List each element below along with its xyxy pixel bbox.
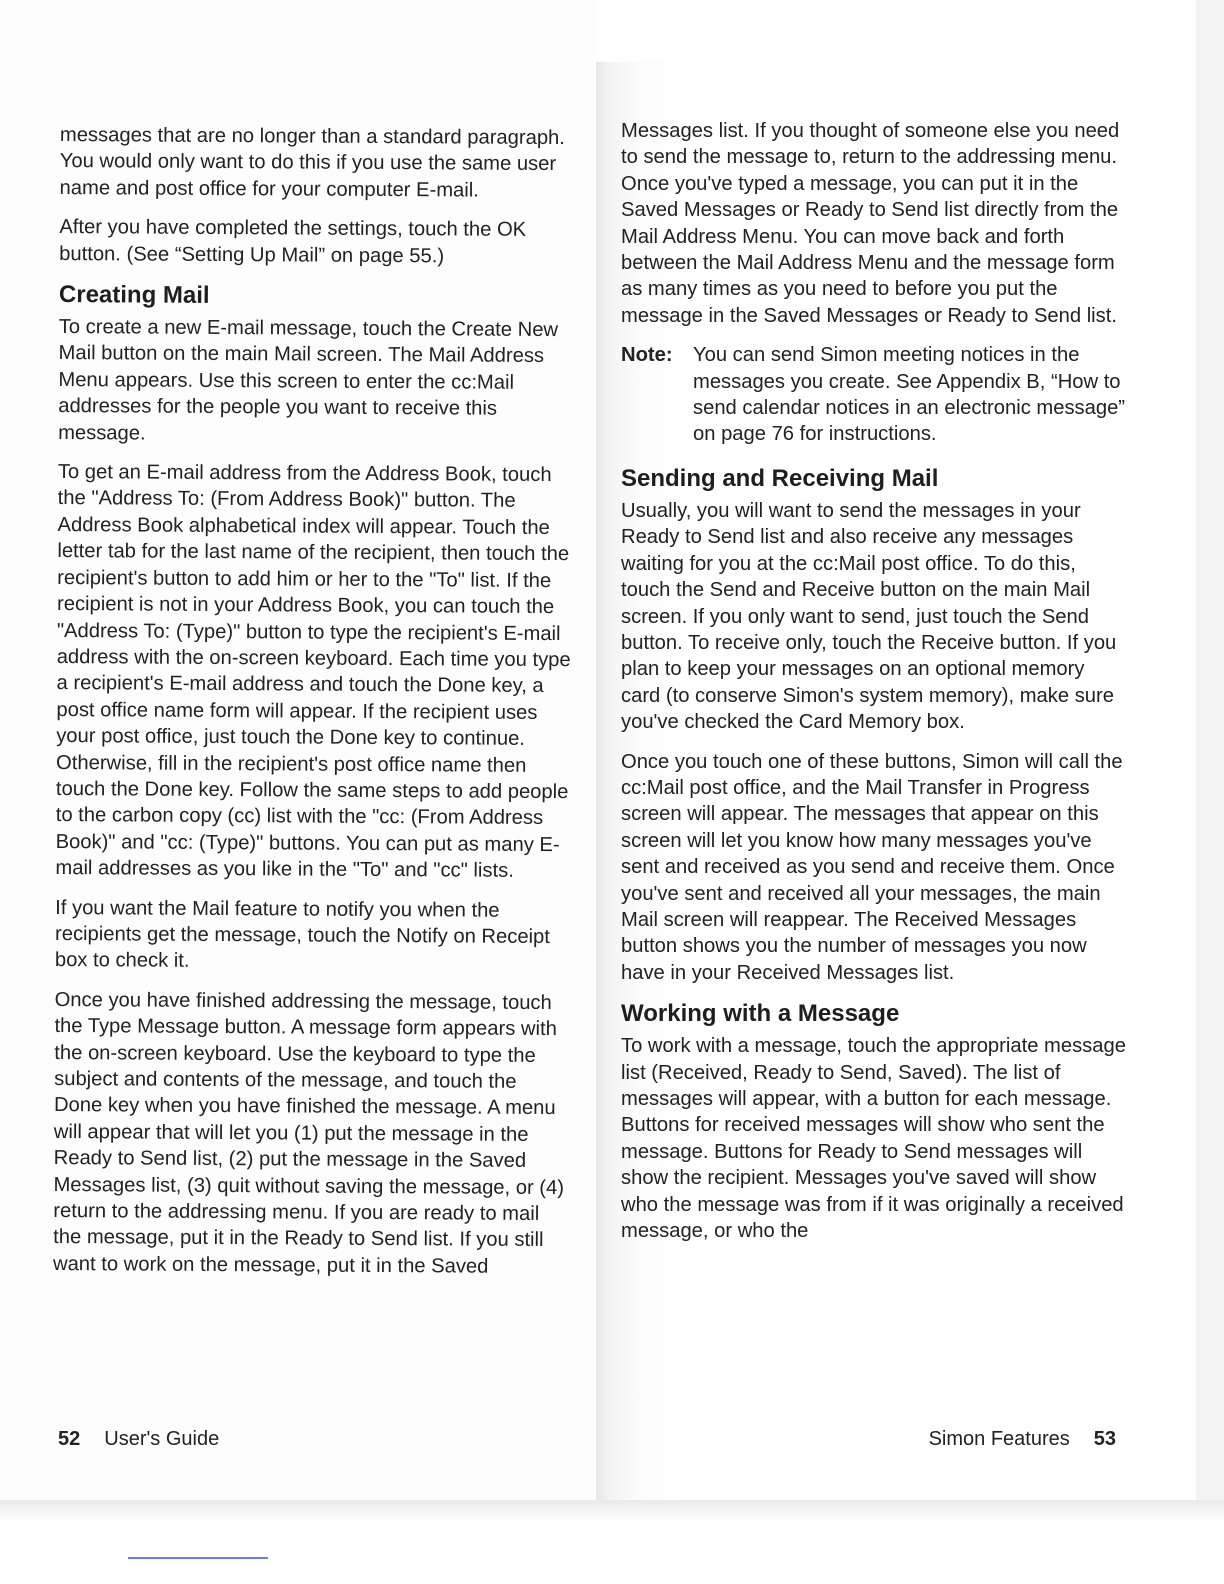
page-edge-strip [1196, 0, 1224, 1510]
note-text: You can send Simon meeting notices in the messages you create. See Appendix B, “How to send calendar notices in an electronic message” on page 76 for instructions. [693, 344, 1126, 446]
paragraph: Once you have finished addressing the message, touch the Type Message button. A message form appears with the on-screen keyboard. Use the keyboard to type the subject and contents of the message, and touch the Done key when you have finished the message. A menu will appear that will let you (1) put the message in the Ready to Send list, (2) put the message in the Saved Messages list, (3) quit without saving the message, or (4) return to the addressing menu. If you are ready to mail the message, put it in the Ready to Send list. If you still want to work on the message, put it in the Saved [52, 988, 565, 1278]
paragraph: Messages list. If you thought of someone else you need to send the message to, return to the addressing menu. Once you've typed a message, you can put it in the Saved Messages or Ready to Send list directly from the Mail Address Menu. You can move back and forth between the Mail Address Menu and the message form as many times as you need to before you put the message in the Saved Messages or Ready to Send list. [621, 120, 1120, 327]
note-block [621, 342, 1126, 448]
paragraph: If you want the Mail feature to notify you when the recipients get the message, touch the Notify on Receipt box to check it. [54, 896, 550, 973]
note-label: Note: [621, 344, 673, 367]
page-number: 53 [1093, 1428, 1116, 1450]
paragraph: messages that are no longer than a standard paragraph. You would only want to do this if you use the same user name and post office for your computer E-mail. [59, 123, 566, 202]
footer-title: User's Guide [104, 1428, 220, 1450]
left-page-column [53, 122, 575, 1293]
section-heading-sending-receiving: Sending and Receiving Mail [621, 464, 939, 492]
left-page-footer [58, 1426, 219, 1452]
right-page-column [621, 118, 1126, 1257]
paragraph: To work with a message, touch the appropriate message list (Received, Ready to Send, Saved). The list of messages will appear, with a button for each message. Buttons for received messages will show who sent the message. Buttons for Ready to Send messages will show the recipient. Messages you've saved will show who the message was from if it was originally a received message, or who the [621, 1035, 1126, 1243]
section-heading-creating-mail: Creating Mail [58, 281, 210, 309]
footer-title: Simon Features [928, 1428, 1070, 1450]
paragraph: Once you touch one of these buttons, Simon will call the cc:Mail post office, and the Mail Transfer in Progress screen will appear. The messages that appear on this screen will let you know how many messages you've sent and received as you send and receive them. Once you've sent and received all your messages, the main Mail screen will reappear. The Received Messages button shows you the number of messages you now have in your Received Messages list. [621, 750, 1123, 984]
right-page-footer [929, 1426, 1116, 1452]
scan-artifact-line [128, 1557, 268, 1559]
paragraph: Usually, you will want to send the messages in your Ready to Send list and also receive any messages waiting for you at the cc:Mail post office. To do this, touch the Send and Receive button on the main Mail screen. If you only want to send, just touch the Send button. To receive only, touch the Receive button. If you plan to keep your messages on an optional memory card (to conserve Simon's system memory), make sure you've checked the Card Memory box. [621, 499, 1117, 734]
paragraph: To get an E-mail address from the Address Book, touch the "Address To: (From Address Book)" button. The Address Book alphabetical index will appear. Touch the letter tab for the last name of the recipient, then touch the recipient's button to add him or her to the "To" list. If the recipient is not in your Address Book, you can touch the "Address To: (Type)" button to type the recipient's E-mail address with the on-screen keyboard. Each time you type a recipient's E-mail address and touch the Done key, a post office name form will appear. If the recipient uses your post office, just touch the Done key to continue. Otherwise, fill in the recipient's post office name then touch the Done key. Follow the same steps to add people to the carbon copy (cc) list with the "cc: (From Address Book)" and "cc: (Type)" buttons. You can put as many E-mail addresses as you like in the "To" and "cc" lists. [55, 461, 571, 882]
page-number: 52 [58, 1428, 81, 1450]
scan-bottom-shadow [0, 1500, 1224, 1522]
paragraph: To create a new E-mail message, touch the Create New Mail button on the main Mail screen. The Mail Address Menu appears. Use this screen to enter the cc:Mail addresses for the people you want to receive this message. [58, 316, 559, 445]
section-heading-working-message: Working with a Message [621, 1000, 900, 1028]
paragraph: After you have completed the settings, touch the OK button. (See “Setting Up Mail” on page 55.) [59, 216, 527, 267]
